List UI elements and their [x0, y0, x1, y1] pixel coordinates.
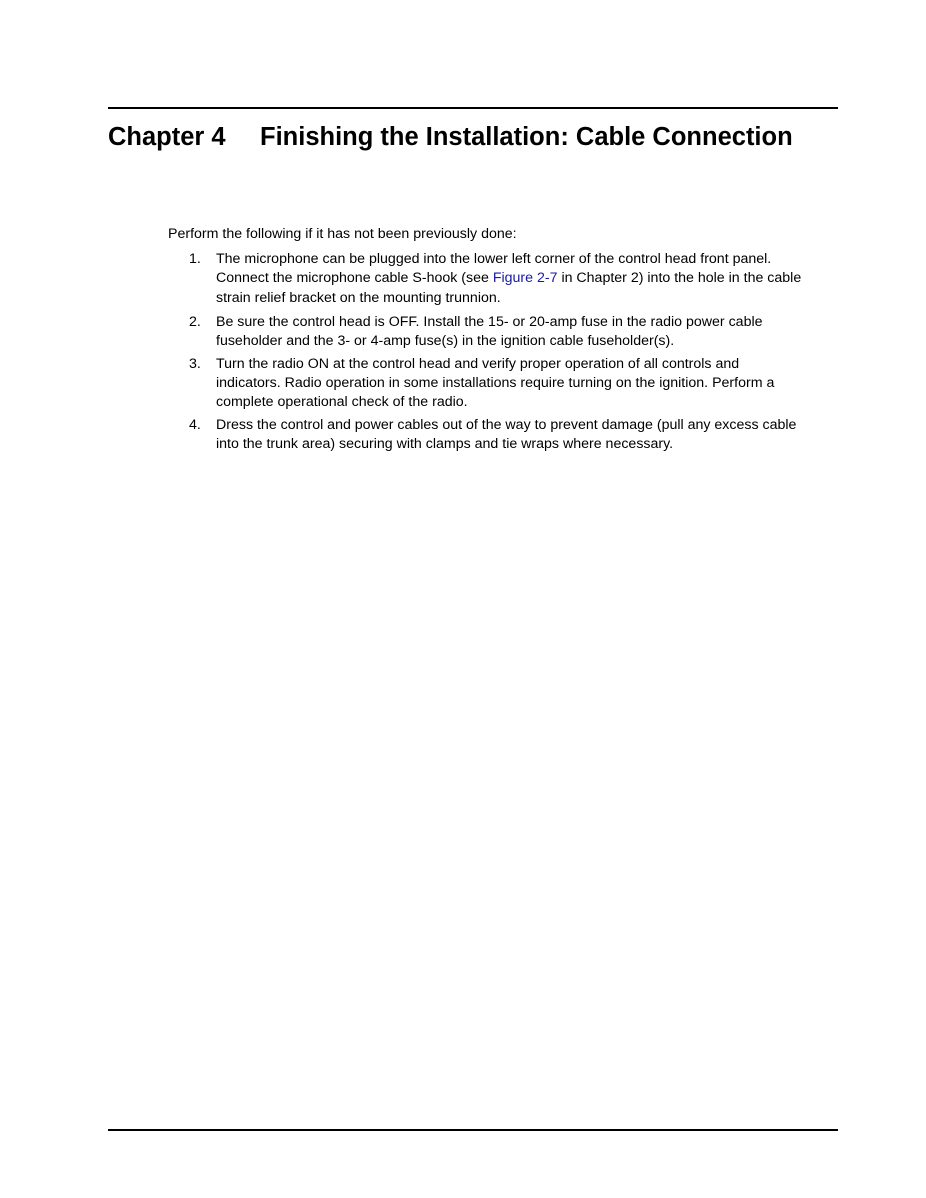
- step-text-line: into the trunk area) securing with clamps and tie wraps where necessary.: [216, 436, 674, 452]
- step-number: 2.: [189, 314, 201, 330]
- step-text-line: indicators. Radio operation in some installations require turning on the ignition. Perform a: [216, 375, 775, 391]
- step-text-fragment: Connect the microphone cable S-hook (see: [216, 270, 493, 286]
- footer-rule: [108, 1129, 838, 1131]
- step-text-line: complete operational check of the radio.: [216, 394, 468, 410]
- figure-link[interactable]: Figure 2-7: [492, 270, 558, 286]
- step-text-line: Turn the radio ON at the control head and verify proper operation of all controls and: [216, 356, 740, 372]
- step-text-line: [216, 269, 838, 288]
- chapter-title: Finishing the Installation: Cable Connection: [260, 123, 793, 151]
- header-rule: [108, 107, 838, 109]
- list-item: [168, 355, 838, 412]
- list-item: [168, 313, 838, 351]
- list-item: [168, 416, 838, 454]
- step-text-fragment: in Chapter 2) into the hole in the cable: [557, 270, 802, 286]
- step-text-line: strain relief bracket on the mounting trunnion.: [216, 290, 501, 306]
- procedure-list: [168, 250, 838, 458]
- chapter-number: Chapter 4: [108, 123, 226, 151]
- chapter-heading: [108, 119, 793, 155]
- step-number: 3.: [189, 356, 201, 372]
- step-number: 4.: [189, 417, 201, 433]
- intro-text: Perform the following if it has not been previously done:: [168, 226, 517, 242]
- step-text-line: Be sure the control head is OFF. Install the 15- or 20-amp fuse in the radio power cable: [216, 314, 763, 330]
- list-item: [168, 250, 838, 309]
- step-number: 1.: [189, 251, 201, 267]
- step-text-line: The microphone can be plugged into the lower left corner of the control head front panel.: [216, 251, 772, 267]
- step-text-line: Dress the control and power cables out of the way to prevent damage (pull any excess cable: [216, 417, 797, 433]
- step-text-line: fuseholder and the 3- or 4-amp fuse(s) in the ignition cable fuseholder(s).: [216, 333, 675, 349]
